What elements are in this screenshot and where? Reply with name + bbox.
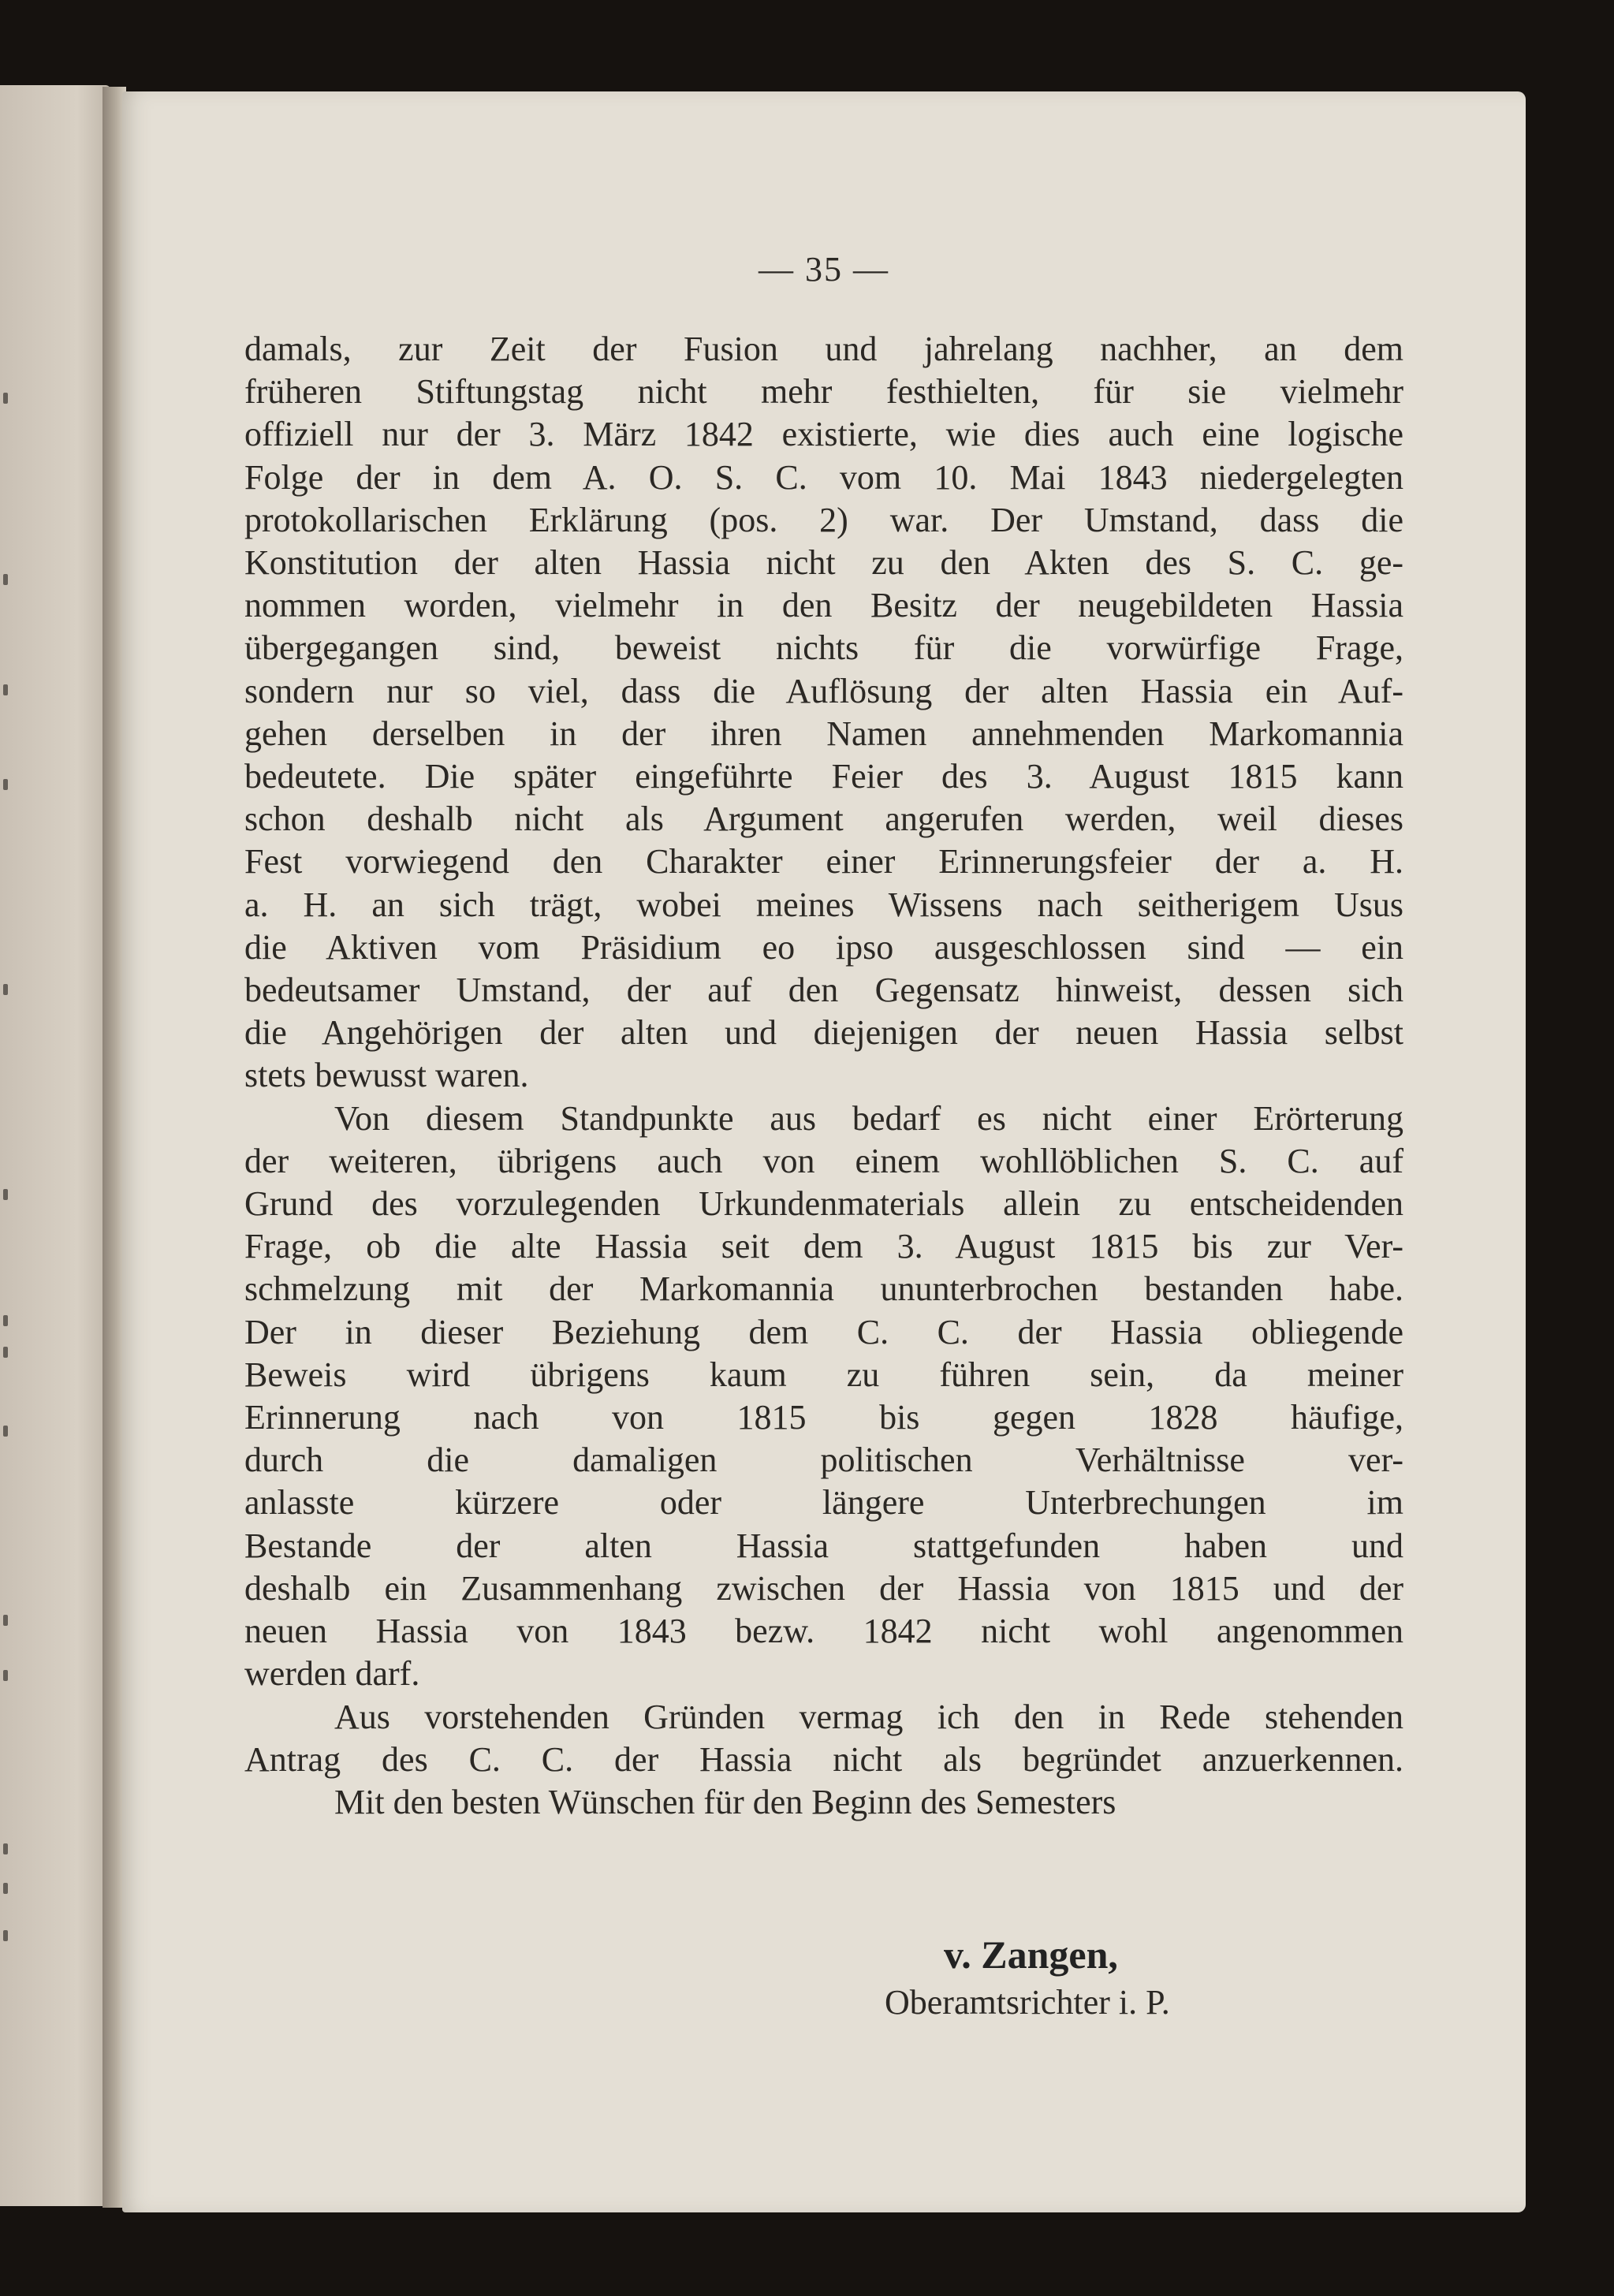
text-line: anlasste kürzere oder längere Unterbrechungen im — [244, 1483, 1403, 1523]
text-line: sondern nur so viel, dass die Auflösung der alten Hassia ein Auf- — [244, 671, 1403, 710]
facing-page-text-fragments — [0, 85, 24, 2206]
text-line: Bestande der alten Hassia stattgefunden haben und — [244, 1526, 1403, 1565]
text-line: protokollarischen Erklärung (pos. 2) war. Der Umstand, dass die — [244, 500, 1403, 539]
text-line: bedeutsamer Umstand, der auf den Gegensatz hinweist, dessen sich — [244, 971, 1403, 1010]
text-line: nommen worden, vielmehr in den Besitz der neugebildeten Hassia — [244, 586, 1403, 625]
text-line: Fest vorwiegend den Charakter einer Erinnerungsfeier der a. H. — [244, 842, 1403, 882]
text-line: offiziell nur der 3. März 1842 existierte, wie dies auch eine logische — [244, 415, 1403, 454]
facing-page-edge — [0, 85, 110, 2206]
text-line: Konstitution der alten Hassia nicht zu den Akten des S. C. ge- — [244, 543, 1403, 583]
text-line: gehen derselben in der ihren Namen annehmenden Markomannia — [244, 714, 1403, 753]
text-line: damals, zur Zeit der Fusion und jahrelang nachher, an dem — [244, 330, 1403, 368]
text-line: neuen Hassia von 1843 bezw. 1842 nicht wohl angenommen — [244, 1612, 1403, 1651]
text-line: deshalb ein Zusammenhang zwischen der Hassia von 1815 und der — [244, 1568, 1403, 1608]
text-line: durch die damaligen politischen Verhältnisse ver- — [244, 1441, 1403, 1480]
body-text — [244, 328, 1403, 1824]
text-line: werden darf. — [244, 1654, 420, 1694]
text-line: Grund des vorzulegenden Urkundenmaterials allein zu entscheidenden — [244, 1184, 1403, 1224]
text-line: übergegangen sind, beweist nichts für die vorwürfige Frage, — [244, 628, 1403, 668]
text-line: schon deshalb nicht als Argument angerufen werden, weil dieses — [244, 800, 1403, 839]
text-line: die Aktiven vom Präsidium eo ipso ausgeschlossen sind — ein — [244, 927, 1403, 967]
text-line: der weiteren, übrigens auch von einem wohllöblichen S. C. auf — [244, 1141, 1403, 1180]
book-page — [122, 91, 1526, 2212]
text-line: Antrag des C. C. der Hassia nicht als begründet anzuerkennen. — [244, 1739, 1403, 1779]
text-line: früheren Stiftungstag nicht mehr festhielten, für sie vielmehr — [244, 372, 1403, 412]
text-line: Der in dieser Beziehung dem C. C. der Hassia obliegende — [244, 1312, 1403, 1351]
text-line: Aus vorstehenden Gründen vermag ich den in Rede stehenden — [334, 1697, 1403, 1736]
text-line: Von diesem Standpunkte aus bedarf es nicht einer Erörterung — [334, 1098, 1403, 1138]
text-line: Frage, ob die alte Hassia seit dem 3. August 1815 bis zur Ver- — [244, 1227, 1403, 1266]
text-line: Folge der in dem A. O. S. C. vom 10. Mai 1843 niedergelegten — [244, 457, 1403, 497]
text-line: stets bewusst waren. — [244, 1056, 529, 1095]
page-number: — 35 — — [759, 250, 889, 289]
signature-name: v. Zangen, — [944, 1933, 1118, 1977]
text-line: bedeutete. Die später eingeführte Feier des 3. August 1815 kann — [244, 757, 1403, 796]
signature-title: Oberamtsrichter i. P. — [885, 1983, 1170, 2022]
text-line: Beweis wird übrigens kaum zu führen sein, da meiner — [244, 1355, 1403, 1394]
text-line: die Angehörigen der alten und diejenigen der neuen Hassia selbst — [244, 1013, 1403, 1053]
text-line: a. H. an sich trägt, wobei meines Wissens nach seitherigem Usus — [244, 885, 1403, 924]
text-line: Erinnerung nach von 1815 bis gegen 1828 häufige, — [244, 1398, 1403, 1437]
text-line: Mit den besten Wünschen für den Beginn des Semesters — [334, 1782, 1116, 1821]
text-line: schmelzung mit der Markomannia ununterbrochen bestanden habe. — [244, 1269, 1403, 1309]
